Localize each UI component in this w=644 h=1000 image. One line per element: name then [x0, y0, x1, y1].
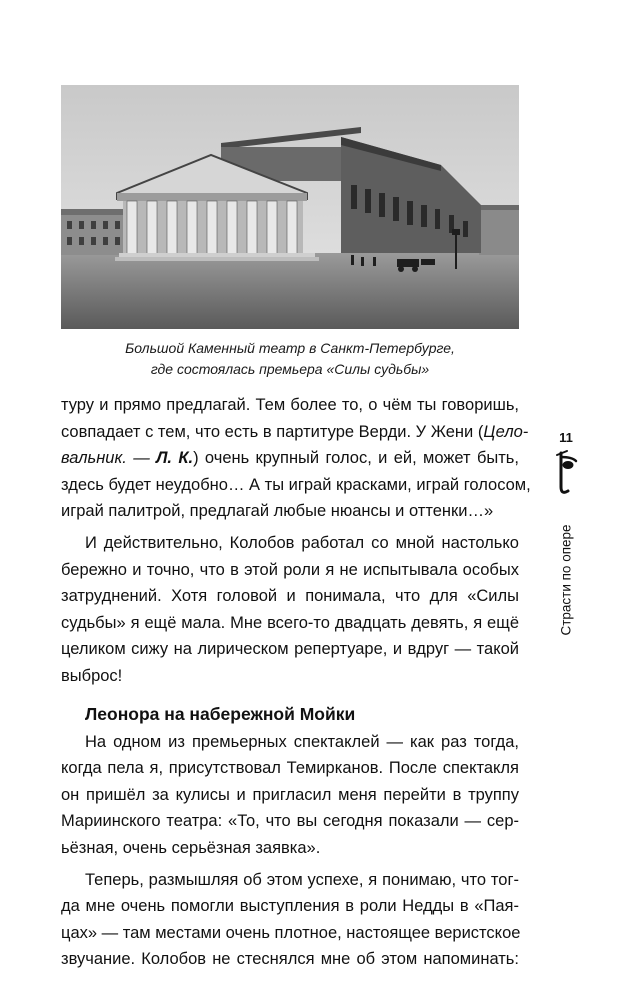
text-segment-italic: вальник. —: [61, 449, 157, 468]
text-line: цах» — там местами очень плотное, настоящее веристское: [61, 923, 521, 942]
text-line: звучание. Колобов не стеснялся мне об этом напоминать:: [61, 950, 519, 969]
text-line: бережно и точно, что в этой роли я не испытывала особых: [61, 560, 519, 579]
section-heading: Леонора на набережной Мойки: [85, 703, 356, 724]
text-line: Теперь, размышляя об этом успехе, я понимаю, что тог-: [85, 870, 519, 889]
text-line: ьёзная, очень серьёзная заявка».: [61, 838, 321, 857]
text-line: На одном из премьерных спектаклей — как раз тогда,: [85, 732, 519, 751]
paragraph: [61, 392, 531, 525]
paragraph: [61, 867, 519, 973]
text-line: И действительно, Колобов работал со мной настолько: [85, 533, 519, 552]
text-segment-italic: Цело-: [483, 422, 529, 441]
note-ornament-icon: [552, 447, 580, 499]
text-segment: ) очень крупный голос, и ей, может быть,: [193, 449, 519, 468]
figure-caption: [61, 338, 519, 380]
text-line: он пришёл за кулисы и пригласил меня перейти в труппу: [61, 785, 519, 804]
text-line: да мне очень помогли выступления в роли Недды в «Пая-: [61, 897, 519, 916]
text-line: туру и прямо предлагай. Тем более то, о чём ты говоришь,: [61, 396, 519, 414]
paragraph: [61, 530, 519, 690]
caption-line: где состоялась премьера «Силы судьбы»: [150, 361, 430, 377]
running-head: Страсти по опере: [558, 524, 574, 636]
theatre-photo: [61, 85, 519, 329]
paragraph: [61, 729, 519, 862]
text-line: выброс!: [61, 666, 123, 685]
text-line: когда пела я, присутствовал Темирканов. После спектакля: [61, 759, 519, 778]
page-number: 11: [559, 430, 573, 445]
text-line: здесь будет неудобно… А ты играй красками, играй голосом,: [61, 475, 531, 494]
author-initials: Л. К.: [156, 449, 194, 468]
caption-line: Большой Каменный театр в Санкт-Петербурге,: [125, 340, 455, 356]
text-line: затруднений. Хотя головой и понимала, что для «Силы: [61, 587, 519, 606]
text-segment: совпадает с тем, что есть в партитуре Верди. У Жени (: [61, 422, 484, 441]
text-line: целиком сижу на лирическом репертуаре, и вдруг — такой: [61, 640, 519, 659]
text-line: [61, 445, 519, 472]
text-line: [61, 419, 529, 446]
text-line: судьбы» я ещё мала. Мне всего-то двадцать девять, я ещё: [61, 613, 519, 632]
text-line: Мариинского театра: «То, что вы сегодня показали — сер-: [61, 812, 519, 831]
text-line: играй палитрой, предлагай любые нюансы и оттенки…»: [61, 502, 494, 521]
body-text: [61, 392, 531, 973]
